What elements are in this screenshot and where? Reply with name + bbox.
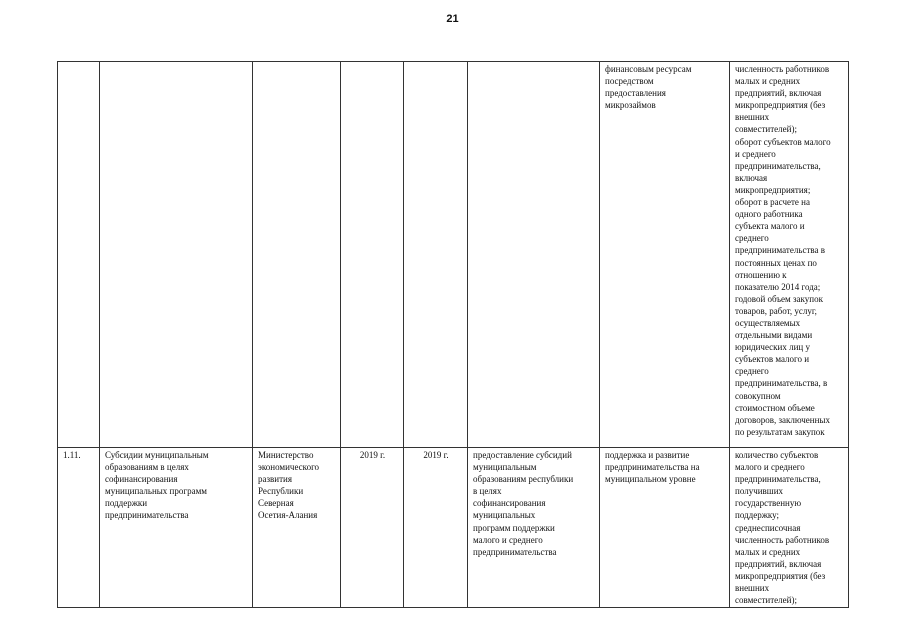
cell-text-line: Республики [258, 486, 304, 497]
cell-result [468, 62, 600, 448]
cell-text-line: совместителей); [735, 595, 797, 606]
cell-text-line: внешних [735, 112, 770, 123]
cell-text-line: среднесписочная [735, 522, 801, 533]
cell-text-line: поддержку; [735, 510, 780, 521]
cell-indicators [730, 448, 849, 608]
cell-text-line: посредством [605, 76, 654, 87]
cell-text-line: численность работников [735, 64, 830, 74]
cell-text-line: предпринимательства на [605, 462, 700, 473]
cell-text-line: отношению к [735, 269, 787, 280]
cell-end [404, 62, 468, 448]
cell-text-line: малого и среднего [735, 462, 805, 473]
cell-text-line: предприятий, включая [735, 558, 822, 569]
cell-text-line: малого и среднего [473, 534, 543, 545]
cell-text-line: субъекта малого и [735, 221, 805, 232]
cell-indicators [730, 62, 849, 448]
cell-end: 2019 г. [404, 448, 468, 608]
cell-text-line: Осетия-Алания [258, 510, 318, 521]
cell-text-line: юридических лиц у [735, 342, 810, 353]
page-number: 21 [446, 13, 459, 25]
cell-text-line: товаров, работ, услуг, [735, 305, 817, 316]
cell-direction [600, 448, 730, 608]
cell-text-line: включая [735, 172, 768, 183]
cell-executor [253, 62, 341, 448]
cell-text-line: программ поддержки [473, 522, 555, 533]
cell-text-line: годовой объем закупок [735, 293, 823, 304]
cell-text-line: развития [258, 474, 293, 485]
cell-name [100, 448, 253, 608]
cell-text-line: и среднего [735, 148, 776, 159]
cell-start: 2019 г. [341, 448, 404, 608]
cell-text-line: поддержка и развитие [605, 450, 690, 460]
cell-executor [253, 448, 341, 608]
cell-start [341, 62, 404, 448]
cell-text-line: оборот в расчете на [735, 197, 810, 208]
cell-text-line: малых и средних [735, 546, 801, 557]
cell-text-line: микропредприятия; [735, 184, 811, 195]
cell-text-line: Министерство [258, 450, 314, 460]
cell-number [58, 62, 100, 448]
cell-text-line: количество субъектов [735, 450, 819, 460]
cell-text-line: внешних [735, 583, 770, 594]
cell-text-line: образованиям республики [473, 474, 574, 485]
cell-text-line: осуществляемых [735, 317, 801, 328]
cell-text-line: предпринимательства в [735, 245, 826, 256]
cell-text-line: стоимостном объеме [735, 402, 815, 413]
cell-text-line: софинансирования [473, 498, 546, 509]
cell-text-line: отдельными видами [735, 330, 813, 341]
table-row [58, 448, 849, 608]
cell-text-line: договоров, заключенных [735, 414, 830, 425]
cell-text-line: совокупном [735, 390, 781, 401]
cell-result [468, 448, 600, 608]
table-row [58, 62, 849, 448]
cell-text-line: оборот субъектов малого [735, 136, 831, 147]
cell-text-line: Северная [258, 498, 294, 509]
cell-text-line: одного работника [735, 209, 803, 220]
cell-direction [600, 62, 730, 448]
cell-name [100, 62, 253, 448]
cell-text-line: муниципальных [473, 510, 536, 521]
cell-text-line: в целях [473, 486, 502, 497]
cell-text-line: субъектов малого и [735, 354, 810, 365]
cell-text-line: софинансирования [105, 474, 178, 485]
cell-text-line: экономического [258, 462, 320, 473]
cell-text-line: муниципальным [473, 462, 537, 473]
cell-text-line: поддержки [105, 498, 148, 509]
cell-text-line: Субсидии муниципальным [105, 450, 209, 460]
cell-text-line: государственную [735, 498, 802, 509]
cell-text-line: микропредприятия (без [735, 100, 826, 111]
cell-number: 1.11. [58, 448, 100, 608]
cell-text-line: постоянных ценах по [735, 257, 817, 268]
cell-text-line: получивших [735, 486, 784, 497]
cell-text-line: предпринимательства, [735, 474, 821, 485]
cell-text-line: предпринимательства, в [735, 378, 828, 389]
cell-text-line: образованиям в целях [105, 462, 189, 473]
cell-text-line: муниципальном уровне [605, 474, 696, 485]
cell-text-line: численность работников [735, 534, 830, 545]
cell-text-line: предоставления [605, 88, 666, 99]
cell-text-line: малых и средних [735, 76, 801, 87]
cell-text-line: микрозаймов [605, 100, 656, 111]
cell-text-line: финансовым ресурсам [605, 64, 692, 74]
cell-text-line: предоставление субсидий [473, 450, 572, 460]
cell-text-line: муниципальных программ [105, 486, 207, 497]
measures-table [57, 61, 849, 608]
cell-text-line: предприятий, включая [735, 88, 822, 99]
cell-text-line: среднего [735, 233, 769, 244]
cell-text-line: среднего [735, 366, 769, 377]
cell-text-line: по результатам закупок [735, 426, 825, 437]
cell-text-line: совместителей); [735, 124, 797, 135]
cell-text-line: показателю 2014 года; [735, 281, 821, 292]
cell-text-line: микропредприятия (без [735, 570, 826, 581]
cell-text-line: предпринимательства [473, 546, 557, 557]
cell-text-line: предпринимательства [105, 510, 189, 521]
cell-text-line: предпринимательства, [735, 160, 821, 171]
